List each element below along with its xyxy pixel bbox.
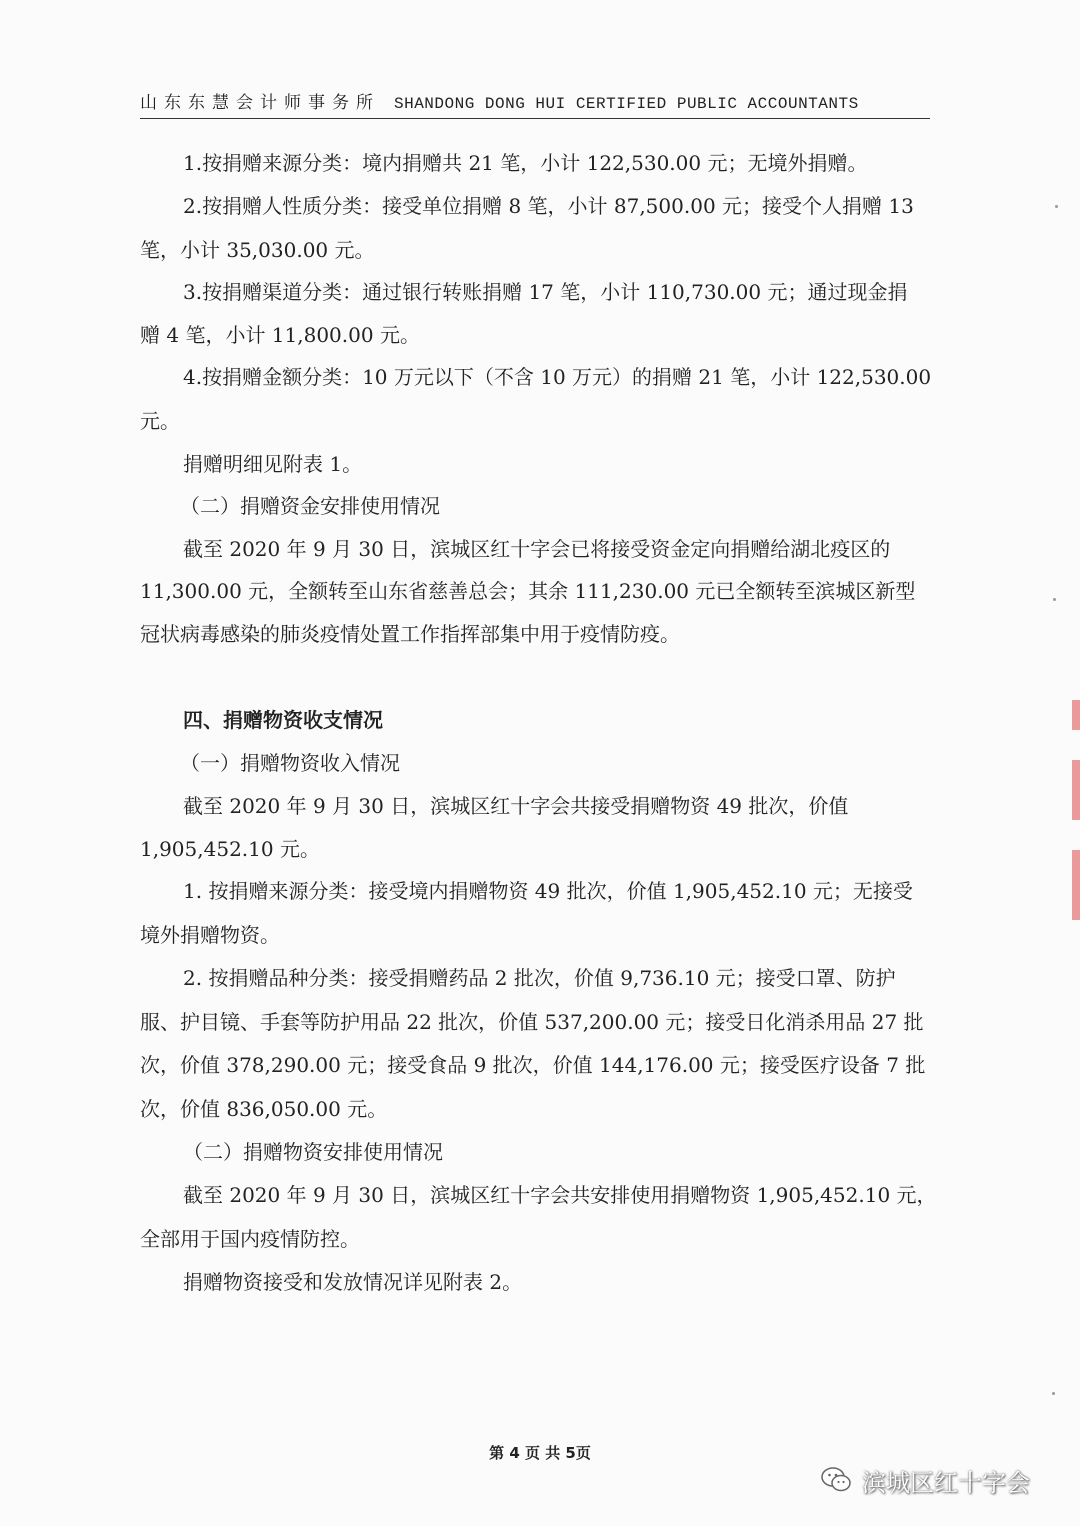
paragraph-line: 4.按捐赠金额分类：10 万元以下（不含 10 万元）的捐赠 21 笔，小计 122,530.00: [183, 365, 932, 389]
stamp-edge: [1072, 700, 1080, 730]
stamp-edge: [1072, 850, 1080, 920]
paragraph-line: 11,300.00 元，全额转至山东省慈善总会；其余 111,230.00 元已全额转至滨城区新型: [140, 579, 916, 603]
watermark-text: 滨城区红十字会: [862, 1468, 1030, 1497]
scan-speck: [1053, 598, 1056, 601]
paragraph-line: 2. 按捐赠品种分类：接受捐赠药品 2 批次，价值 9,736.10 元；接受口罩、防护: [183, 966, 896, 990]
stamp-edge: [1072, 760, 1080, 820]
paragraph-line: 1. 按捐赠来源分类：接受境内捐赠物资 49 批次，价值 1,905,452.10 元；无接受: [183, 879, 913, 903]
page-number: 第 4 页 共 5页: [489, 1444, 591, 1462]
paragraph-line: 境外捐赠物资。: [140, 923, 280, 947]
paragraph-line: 捐赠明细见附表 1。: [183, 452, 363, 476]
paragraph-line: 截至 2020 年 9 月 30 日，滨城区红十字会已将接受资金定向捐赠给湖北疫区的: [183, 537, 891, 561]
paragraph-line: 笔，小计 35,030.00 元。: [140, 238, 375, 262]
paragraph-line: 服、护目镜、手套等防护用品 22 批次，价值 537,200.00 元；接受日化消杀用品 27 批: [140, 1010, 924, 1034]
paragraph-line: 1.按捐赠来源分类：境内捐赠共 21 笔，小计 122,530.00 元；无境外捐赠。: [183, 151, 868, 175]
wechat-watermark: [820, 1460, 1030, 1500]
wechat-icon: [820, 1464, 852, 1496]
paragraph-line: 次，价值 378,290.00 元；接受食品 9 批次，价值 144,176.00 元；接受医疗设备 7 批: [140, 1053, 926, 1077]
paragraph-line: 截至 2020 年 9 月 30 日，滨城区红十字会共接受捐赠物资 49 批次，价值: [183, 794, 849, 818]
scan-speck: [1055, 205, 1058, 208]
paragraph-line: 元。: [140, 409, 180, 433]
subsection-heading: （二）捐赠物资安排使用情况: [183, 1140, 443, 1164]
paragraph-line: 1,905,452.10 元。: [140, 837, 320, 861]
scan-speck: [1052, 1392, 1055, 1395]
page-header: [140, 88, 930, 119]
paragraph-line: 全部用于国内疫情防控。: [140, 1227, 360, 1251]
subsection-heading: （一）捐赠物资收入情况: [180, 751, 400, 775]
section-heading: 四、捐赠物资收支情况: [183, 708, 383, 732]
paragraph-line: 3.按捐赠渠道分类：通过银行转账捐赠 17 笔，小计 110,730.00 元；通过现金捐: [183, 280, 908, 304]
paragraph-line: 次，价值 836,050.00 元。: [140, 1097, 388, 1121]
paragraph-line: 捐赠物资接受和发放情况详见附表 2。: [183, 1270, 523, 1294]
firm-name-cn: 山东东慧会计师事务所: [140, 93, 380, 113]
paragraph-line: 赠 4 笔，小计 11,800.00 元。: [140, 323, 420, 347]
paragraph-line: 冠状病毒感染的肺炎疫情处置工作指挥部集中用于疫情防疫。: [140, 622, 680, 646]
subsection-heading: （二）捐赠资金安排使用情况: [180, 494, 440, 518]
paragraph-line: 2.按捐赠人性质分类：接受单位捐赠 8 笔，小计 87,500.00 元；接受个人捐赠 13: [183, 194, 914, 218]
paragraph-line: 截至 2020 年 9 月 30 日，滨城区红十字会共安排使用捐赠物资 1,905,452.10 元，: [183, 1183, 937, 1207]
firm-name-en: SHANDONG DONG HUI CERTIFIED PUBLIC ACCOUNTANTS: [394, 95, 859, 113]
